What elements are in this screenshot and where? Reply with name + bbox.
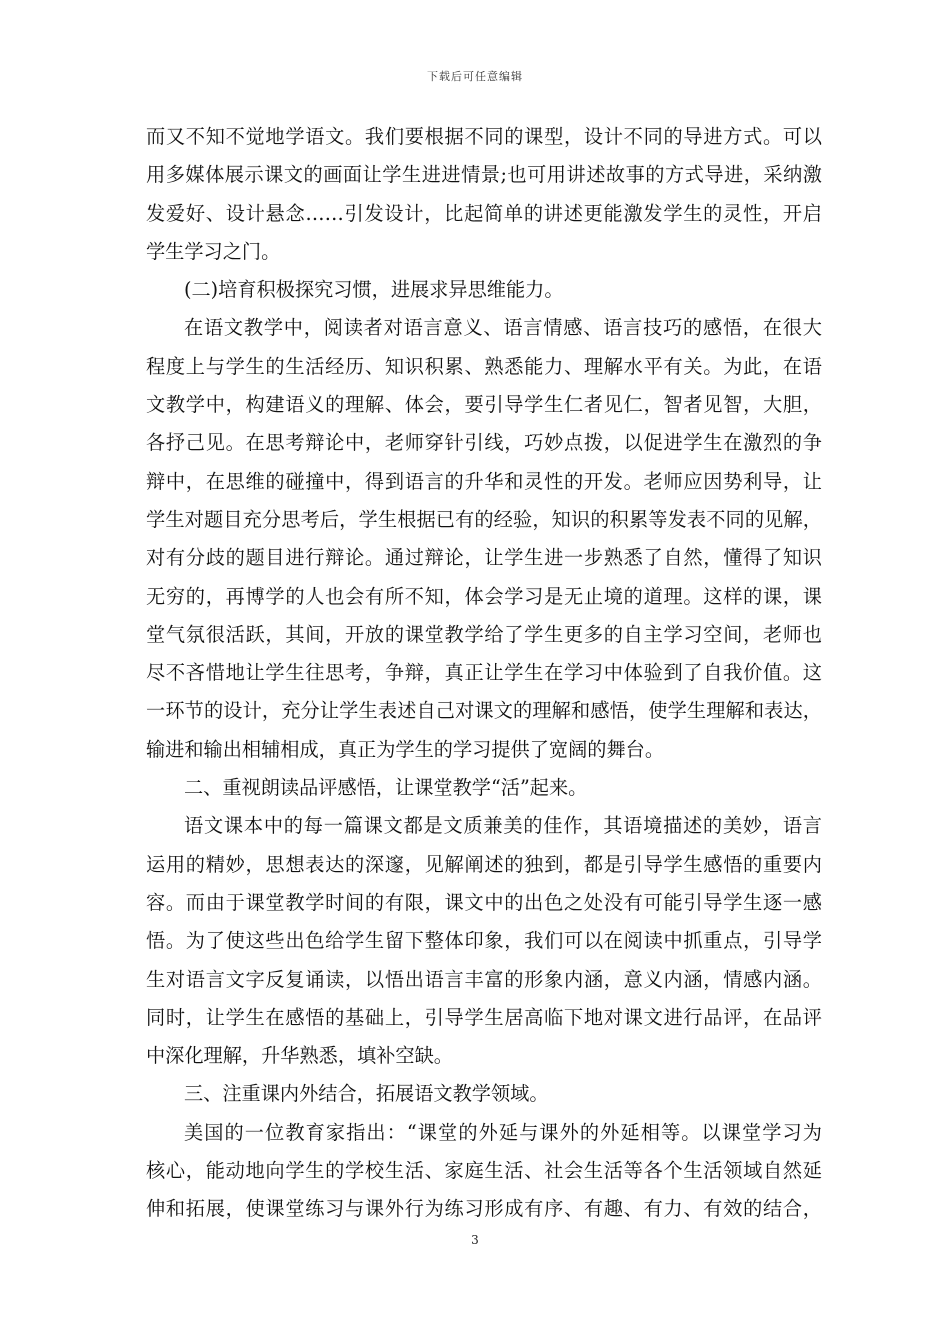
text-line: 堂气氛很活跃，其间，开放的课堂教学给了学生更多的自主学习空间，老师也	[146, 622, 822, 646]
text-line: 尽不吝惜地让学生往思考，争辩，真正让学生在学习中体验到了自我价值。这	[146, 661, 822, 685]
text-line: 用多媒体展示课文的画面让学生进进情景;也可用讲述故事的方式导进，采纳激	[146, 163, 822, 187]
text-line: 容。而由于课堂教学时间的有限，课文中的出色之处没有可能引导学生逐一感	[146, 890, 822, 914]
text-line: 伸和拓展，使课堂练习与课外行为练习形成有序、有趣、有力、有效的结合，	[146, 1197, 822, 1221]
text-line: 学生对题目充分思考后，学生根据已有的经验，知识的积累等发表不同的见解，	[146, 507, 822, 531]
text-line: 而又不知不觉地学语文。我们要根据不同的课型，设计不同的导进方式。可以	[146, 125, 822, 148]
text-line: 文教学中，构建语义的理解、体会，要引导学生仁者见仁，智者见智，大胆，	[146, 393, 822, 417]
text-line: 学生学习之门。	[146, 239, 281, 263]
text-line: 悟。为了使这些出色给学生留下整体印象，我们可以在阅读中抓重点，引导学	[146, 929, 822, 953]
text-line: 中深化理解，升华熟悉，填补空缺。	[146, 1044, 453, 1068]
document-body	[146, 118, 822, 1229]
text-line: 程度上与学生的生活经历、知识积累、熟悉能力、理解水平有关。为此，在语	[146, 354, 822, 378]
text-line: 三、注重课内外结合，拓展语文教学领域。	[184, 1082, 549, 1106]
text-line: 发爱好、设计悬念……引发设计，比起简单的讲述更能激发学生的灵性，开启	[146, 201, 822, 225]
text-line: 各抒己见。在思考辩论中，老师穿针引线，巧妙点拨，以促进学生在激烈的争	[146, 431, 822, 455]
text-line: (二)培育积极探究习惯，进展求异思维能力。	[184, 278, 564, 302]
text-line: 美国的一位教育家指出：“课堂的外延与课外的外延相等。以课堂学习为	[184, 1120, 822, 1144]
text-line: 输进和输出相辅相成，真正为学生的学习提供了宽阔的舞台。	[146, 737, 665, 761]
text-line: 同时，让学生在感悟的基础上，引导学生居高临下地对课文进行品评，在品评	[146, 1005, 822, 1029]
text-line: 对有分歧的题目进行辩论。通过辩论，让学生进一步熟悉了自然，懂得了知识	[146, 546, 822, 570]
text-line: 生对语言文字反复诵读，以悟出语言丰富的形象内涵，意义内涵，情感内涵。	[146, 967, 822, 991]
text-line: 二、重视朗读品评感悟，让课堂教学“活”起来。	[184, 776, 588, 800]
text-line: 语文课本中的每一篇课文都是文质兼美的佳作，其语境描述的美妙，语言	[184, 814, 822, 838]
text-line: 辩中，在思维的碰撞中，得到语言的升华和灵性的开发。老师应因势利导，让	[146, 469, 822, 493]
text-line: 无穷的，再博学的人也会有所不知，体会学习是无止境的道理。这样的课，课	[146, 584, 822, 608]
text-line: 运用的精妙，思想表达的深邃，见解阐述的独到，都是引导学生感悟的重要内	[146, 852, 822, 876]
header-note: 下载后可任意编辑	[427, 70, 523, 83]
text-line: 一环节的设计，充分让学生表述自己对课文的理解和感悟，使学生理解和表达，	[146, 699, 822, 723]
text-line: 核心，能动地向学生的学校生活、家庭生活、社会生活等各个生活领域自然延	[146, 1159, 822, 1183]
text-line: 在语文教学中，阅读者对语言意义、语言情感、语言技巧的感悟，在很大	[184, 316, 822, 340]
page-number: 3	[471, 1233, 479, 1247]
